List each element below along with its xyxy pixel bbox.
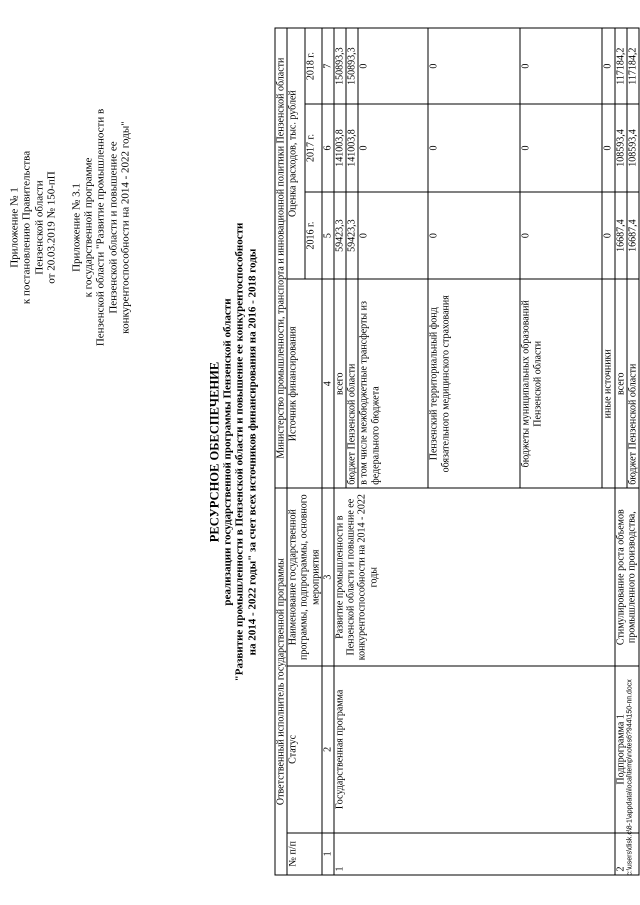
value-cell: 150893,3 — [334, 28, 346, 104]
appendix-number: Приложение № 1 — [8, 187, 21, 268]
value-cell: 0 — [602, 28, 614, 104]
value-cell: 0 — [520, 28, 602, 104]
value-cell: 0 — [520, 192, 602, 280]
value-cell: 0 — [358, 192, 428, 280]
row-number: 1 — [334, 833, 615, 875]
column-number-row — [322, 28, 334, 875]
year-header: 2017 г. — [305, 104, 322, 192]
value-cell: 0 — [602, 104, 614, 192]
executor-label: Ответственный исполнитель государственной программы — [275, 488, 287, 875]
executor-value: Министерство промышленности, транспорта и инновационной политики Пензенской области — [275, 28, 287, 488]
column-header: Источник финансирования — [287, 279, 322, 488]
source-cell: бюджет Пензенской области — [346, 279, 358, 488]
value-cell: 59423,3 — [334, 192, 346, 280]
source-cell: всего — [334, 279, 346, 488]
value-cell: 59423,3 — [346, 192, 358, 280]
source-cell: Пензенский территориальный фонд обязательного медицинского страхования — [428, 279, 520, 488]
source-cell: бюджеты муниципальных образований Пензенской области — [520, 279, 602, 488]
program-line: конкурентоспособности на 2014 - 2022 годы" — [119, 121, 132, 334]
program-line: Пензенской области "Развитие промышленности в — [94, 108, 107, 347]
decree-line: к постановлению Правительства — [20, 150, 33, 305]
value-cell: 16687,4 — [615, 192, 627, 280]
year-header: 2018 г. — [305, 28, 322, 104]
value-cell: 117184,2 — [615, 28, 627, 104]
column-number: 5 — [322, 192, 334, 280]
program-line: к государственной программе — [82, 157, 95, 298]
source-cell: бюджет Пензенской области — [627, 279, 639, 488]
value-cell: 0 — [358, 104, 428, 192]
column-header: Наименование государственной программы, подпрограммы, основного мероприятия — [287, 488, 322, 666]
column-number: 3 — [322, 488, 334, 666]
value-cell: 0 — [602, 192, 614, 280]
table-header-row — [287, 28, 304, 875]
column-number: 7 — [322, 28, 334, 104]
table-row — [615, 28, 627, 875]
column-number: 1 — [322, 833, 334, 875]
document-title — [209, 0, 259, 905]
column-number: 6 — [322, 104, 334, 192]
appendix-number: Приложение № 3.1 — [70, 183, 83, 272]
source-cell: в том числе межбюджетные трансферты из федерального бюджета — [358, 279, 428, 488]
value-cell: 0 — [428, 28, 520, 104]
title-line: "Развитие промышленности в Пензенской области и повышение ее конкурентоспособности — [233, 222, 246, 682]
title-line: на 2014 - 2022 годы" за счет всех источников финансирования на 2016 - 2018 годы — [246, 248, 259, 656]
value-cell: 108593,4 — [615, 104, 627, 192]
column-header: Статус — [287, 666, 322, 833]
decree-line: Пензенской области — [33, 180, 46, 275]
row-status: Подпрограмма 1 — [615, 666, 639, 833]
value-cell: 0 — [520, 104, 602, 192]
value-cell: 141003,8 — [346, 104, 358, 192]
source-cell: всего — [615, 279, 627, 488]
table-row — [334, 28, 346, 875]
program-line: Пензенской области и повышение ее — [107, 141, 120, 314]
value-cell: 117184,2 — [627, 28, 639, 104]
year-header: 2016 г. — [305, 192, 322, 280]
column-number: 4 — [322, 279, 334, 488]
value-cell: 141003,8 — [334, 104, 346, 192]
table-row — [275, 28, 287, 875]
value-cell: 150893,3 — [346, 28, 358, 104]
value-cell: 0 — [428, 104, 520, 192]
value-cell: 0 — [358, 28, 428, 104]
appendix-header — [9, 38, 133, 418]
rotated-document-page — [1, 0, 640, 905]
row-name: Развитие промышленности в Пензенской области и повышение ее конкурентоспособности на 2014 - 2022 годы — [334, 488, 615, 666]
row-number: 2 — [615, 833, 639, 875]
column-header: № п/п — [287, 833, 322, 875]
row-name: Стимулирование роста объемов промышленного производства, — [615, 488, 639, 666]
resource-table — [275, 28, 640, 876]
value-cell: 108593,4 — [627, 104, 639, 192]
file-path-footer: c:\users\disk.c\8-1\appdata\local\temp\notes6?944\150-пп.docx — [626, 679, 634, 876]
source-cell: иные источники — [602, 279, 614, 488]
decree-line: от 20.03.2019 № 150-пП — [45, 171, 58, 284]
value-cell: 16687,4 — [627, 192, 639, 280]
column-number: 2 — [322, 666, 334, 833]
title-line: реализации государственной программы Пензенской области — [221, 298, 234, 606]
column-header: Оценка расходов, тыс. рублей — [287, 28, 304, 279]
value-cell: 0 — [428, 192, 520, 280]
title-heading: РЕСУРСНОЕ ОБЕСПЕЧЕНИЕ — [207, 361, 222, 543]
row-status: Государственная программа — [334, 666, 615, 833]
